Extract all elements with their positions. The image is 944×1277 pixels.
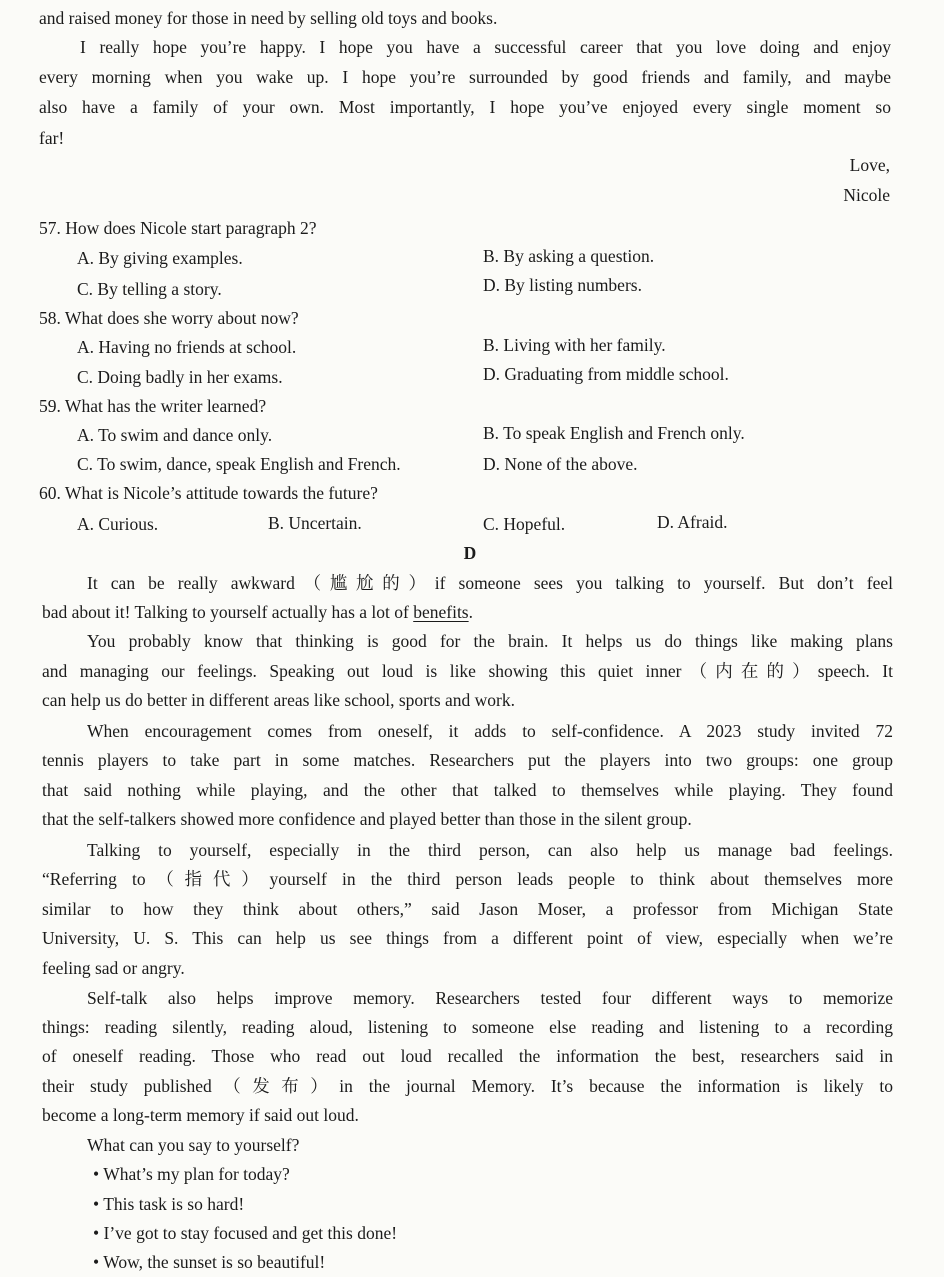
passage-d-p5-line: things: reading silently, reading aloud, listening to someone else reading and listening to a recording [42, 1017, 893, 1037]
passage-d-p1-line: bad about it! Talking to yourself actually has a lot of benefits. [42, 602, 473, 622]
question-59-option-a[interactable]: A. To swim and dance only. [77, 425, 273, 445]
passage-d-p2-line: and managing our feelings. Speaking out loud is like showing this quiet inner（内在的）speech. It [42, 661, 893, 681]
question-57-stem: 57. How does Nicole start paragraph 2? [39, 218, 317, 238]
question-57-option-a[interactable]: A. By giving examples. [77, 248, 243, 268]
passage-d-p3-line: that the self-talkers showed more confidence and played better than those in the silent group. [42, 809, 692, 829]
passage-c-line: every morning when you wake up. I hope you’re surrounded by good friends and family, and maybe [39, 67, 891, 87]
question-58-option-c[interactable]: C. Doing badly in her exams. [77, 367, 283, 387]
question-60-stem: 60. What is Nicole’s attitude towards the future? [39, 483, 378, 503]
list-item: • I’ve got to stay focused and get this done! [93, 1223, 398, 1243]
list-item: • Wow, the sunset is so beautiful! [93, 1252, 326, 1272]
passage-d-p2-line: You probably know that thinking is good for the brain. It helps us do things like making plans [87, 631, 893, 651]
passage-d-p4-line: similar to how they think about others,” said Jason Moser, a professor from Michigan State [42, 899, 893, 919]
bullet-icon: • [93, 1164, 100, 1184]
passage-d-p5-line: of oneself reading. Those who read out loud recalled the information the best, researchers said in [42, 1046, 893, 1066]
list-item: • What’s my plan for today? [93, 1164, 290, 1184]
passage-c-line: I really hope you’re happy. I hope you have a successful career that you love doing and enjoy [80, 37, 891, 57]
list-title: What can you say to yourself? [87, 1135, 300, 1155]
question-58-option-a[interactable]: A. Having no friends at school. [77, 337, 297, 357]
passage-c-line: also have a family of your own. Most importantly, I hope you’ve enjoyed every single moment so [39, 97, 891, 117]
question-59-option-d[interactable]: D. None of the above. [483, 454, 638, 474]
list-item: • This task is so hard! [93, 1194, 245, 1214]
passage-d-p4-line: “Referring to（指代）yourself in the third person leads people to think about themselves more [42, 869, 893, 889]
question-60-option-a[interactable]: A. Curious. [77, 514, 159, 534]
letter-closing: Love, [849, 155, 890, 175]
question-57-option-b[interactable]: B. By asking a question. [483, 246, 655, 266]
question-58-option-b[interactable]: B. Living with her family. [483, 335, 666, 355]
passage-d-heading: D [463, 543, 477, 563]
passage-d-p4-line: feeling sad or angry. [42, 958, 185, 978]
passage-d-p5-line: their study published（发布）in the journal Memory. It’s because the information is likely to [42, 1076, 893, 1096]
question-58-stem: 58. What does she worry about now? [39, 308, 299, 328]
passage-d-p3-line: tennis players to take part in some matches. Researchers put the players into two groups: one group [42, 750, 893, 770]
passage-d-p2-line: can help us do better in different areas like school, sports and work. [42, 690, 516, 710]
passage-d-p3-line: When encouragement comes from oneself, it adds to self-confidence. A 2023 study invited 72 [87, 721, 893, 741]
question-58-option-d[interactable]: D. Graduating from middle school. [483, 364, 729, 384]
question-57-option-d[interactable]: D. By listing numbers. [483, 275, 642, 295]
passage-d-p4-line: Talking to yourself, especially in the third person, can also help us manage bad feelings. [87, 840, 893, 860]
passage-d-p1-line: It can be really awkward（尴尬的）if someone sees you talking to yourself. But don’t feel [87, 573, 893, 593]
question-60-option-c[interactable]: C. Hopeful. [483, 514, 566, 534]
question-59-option-c[interactable]: C. To swim, dance, speak English and French. [77, 454, 401, 474]
bullet-icon: • [93, 1194, 100, 1214]
question-59-option-b[interactable]: B. To speak English and French only. [483, 423, 745, 443]
letter-signature: Nicole [843, 185, 890, 205]
question-60-option-b[interactable]: B. Uncertain. [268, 513, 362, 533]
passage-d-p4-line: University, U. S. This can help us see things from a different point of view, especially when we’re [42, 928, 893, 948]
passage-d-p5-line: become a long-term memory if said out loud. [42, 1105, 359, 1125]
bullet-icon: • [93, 1252, 100, 1272]
passage-d-p3-line: that said nothing while playing, and the other that talked to themselves while playing. They found [42, 780, 893, 800]
passage-d-p5-line: Self-talk also helps improve memory. Researchers tested four different ways to memorize [87, 988, 893, 1008]
passage-c-line: and raised money for those in need by selling old toys and books. [39, 8, 498, 28]
question-59-stem: 59. What has the writer learned? [39, 396, 267, 416]
passage-c-line: far! [39, 128, 65, 148]
question-60-option-d[interactable]: D. Afraid. [657, 512, 728, 532]
question-57-option-c[interactable]: C. By telling a story. [77, 279, 222, 299]
bullet-icon: • [93, 1223, 100, 1243]
underlined-word-benefits: benefits [413, 602, 469, 622]
